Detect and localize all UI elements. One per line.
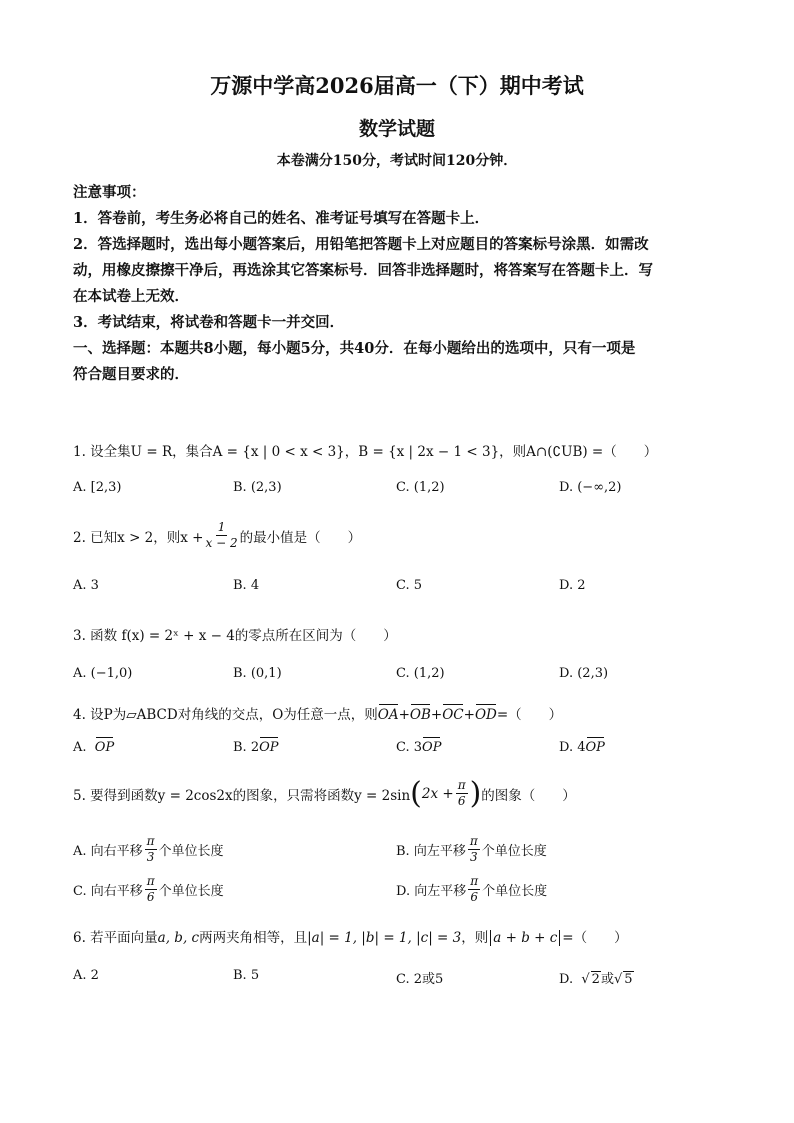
q4-option-d[interactable] [559, 740, 605, 755]
vector-oa: OA [377, 707, 399, 723]
q2-option-a[interactable]: A. 3 [73, 578, 99, 593]
q5-option-d-pre: D. 向左平移 [396, 884, 467, 899]
q4-option-c[interactable] [396, 740, 441, 755]
vector-od: OD [474, 707, 497, 723]
q5-fraction [456, 778, 468, 809]
q3-option-b[interactable]: B. (0,1) [233, 666, 282, 681]
q5-option-a-fraction [145, 834, 157, 865]
q6-expression: a + b + c [490, 930, 560, 946]
section-1-line-1: 一、选择题：本题共8小题，每小题5分，共40分．在每小题给出的选项中，只有一项是 [73, 340, 636, 357]
q4-stem-pre: 4. 设P为▱ABCD对角线的交点，O为任意一点，则 [73, 707, 378, 723]
q5-option-b-pre: B. 向左平移 [396, 844, 466, 859]
note-2-line-3: 在本试卷上无效． [73, 288, 189, 305]
question-1-stem: 1. 设全集U = R，集合A = {x | 0 < x < 3}，B = {x | 2x − 1 < 3}，则A∩(∁UB) =（ ） [73, 444, 658, 460]
q6-option-a[interactable]: A. 2 [73, 968, 99, 983]
q5-fraction-den: 6 [457, 794, 466, 808]
q5-left-paren: ( [410, 775, 422, 811]
q5-right-paren: ) [469, 775, 482, 811]
section-1-line-2: 符合题目要求的． [73, 366, 189, 383]
q5-option-c-den: 6 [146, 890, 155, 904]
question-4-stem: 4. 设P为▱ABCD对角线的交点，O为任意一点，则OA+OB+OC+OD=（ ） [73, 707, 563, 723]
q5-option-b-num: π [469, 834, 478, 848]
q5-option-c-post: 个单位长度 [158, 884, 224, 899]
q5-option-b-den: 3 [469, 850, 478, 864]
q5-option-b-post: 个单位长度 [481, 844, 547, 859]
q2-stem-pre: 2. 已知x > 2，则x + [73, 529, 204, 546]
q5-option-a-pre: A. 向右平移 [73, 844, 143, 859]
q4-option-a-vector: OP [94, 740, 115, 755]
notes-heading: 注意事项： [73, 184, 146, 201]
q3-option-c[interactable]: C. (1,2) [396, 666, 445, 681]
q5-option-d[interactable] [396, 874, 716, 905]
q5-option-b[interactable] [396, 834, 716, 865]
q5-option-a[interactable] [73, 834, 393, 865]
exam-info: 本卷满分150分，考试时间120分钟． [276, 153, 518, 169]
q6-stem-post: =（ ） [562, 930, 628, 946]
q5-option-a-post: 个单位长度 [158, 844, 224, 859]
question-2-stem [73, 520, 733, 551]
question-6-stem [73, 926, 733, 946]
q6-option-d[interactable]: D. √ 2或√ 5 [559, 972, 633, 987]
q5-option-c-num: π [146, 874, 155, 888]
q6-vectors: a, b, c [157, 930, 200, 946]
q2-option-d[interactable]: D. 2 [559, 578, 586, 593]
q6-stem-mid: 两两夹角相等，且 [199, 930, 308, 946]
q4-stem-post: =（ ） [496, 707, 563, 723]
q4-option-b-vector: OP [259, 740, 279, 755]
note-2-line-1: 2．答选择题时，选出每小题答案后，用铅笔把答题卡上对应题目的答案标号涂黑．如需改 [73, 236, 649, 253]
q2-fraction-den: x − 2 [205, 536, 238, 550]
note-2-line-2: 动，用橡皮擦擦干净后，再选涂其它答案标号．回答非选择题时，将答案写在答题卡上．写 [73, 262, 653, 279]
q5-option-d-num: π [470, 874, 479, 888]
q6-stem-ask: ，则 [461, 930, 489, 946]
q2-stem-post: 的最小值是（ ） [239, 529, 362, 546]
q6-condition: |a| = 1, |b| = 1, |c| = 3 [307, 930, 462, 946]
q4-option-d-vector: OP [585, 740, 605, 755]
subject-title: 数学试题 [358, 118, 435, 140]
q6-option-d-label: D. [559, 972, 574, 987]
q1-option-d[interactable]: D. (−∞,2) [559, 480, 622, 495]
q6-stem-pre: 6. 若平面向量 [73, 930, 158, 946]
q5-option-b-fraction [468, 834, 480, 865]
q6-option-d-root-2: 5 [624, 972, 633, 987]
exam-title: 万源中学高2026届高一（下）期中考试 [210, 73, 584, 98]
q6-option-d-or: 或 [600, 972, 614, 987]
q6-option-b[interactable]: B. 5 [233, 968, 260, 983]
q5-option-a-num: π [146, 834, 155, 848]
q2-fraction [206, 520, 238, 551]
q2-option-c[interactable]: C. 5 [396, 578, 423, 593]
q5-fraction-num: π [457, 778, 466, 792]
q5-option-d-fraction [468, 874, 480, 905]
q5-stem-pre: 5. 要得到函数y = 2cos2x的图象，只需将函数y = 2sin [73, 787, 411, 804]
q1-option-a[interactable]: A. [2,3) [73, 480, 122, 495]
q5-option-c[interactable] [73, 874, 393, 905]
q3-option-a[interactable]: A. (−1,0) [73, 666, 133, 681]
question-5-stem [73, 775, 733, 811]
q5-inner: 2x + [421, 785, 454, 802]
q4-option-d-label: D. 4 [559, 740, 586, 755]
q4-option-b[interactable] [233, 740, 279, 755]
note-1: 1．答卷前，考生务必将自己的姓名、准考证号填写在答题卡上． [73, 210, 490, 227]
q4-option-a[interactable] [73, 740, 114, 755]
vector-oc: OC [442, 707, 464, 723]
q4-option-c-vector: OP [422, 740, 442, 755]
q4-option-a-label: A. [73, 740, 87, 755]
question-3-stem: 3. 函数 f(x) = 2ˣ + x − 4的零点所在区间为（ ） [73, 628, 397, 644]
q4-option-c-label: C. 3 [396, 740, 423, 755]
q5-option-d-post: 个单位长度 [482, 884, 548, 899]
q5-stem-post: 的图象（ ） [481, 787, 576, 804]
q3-option-d[interactable]: D. (2,3) [559, 666, 609, 681]
vector-ob: OB [409, 707, 431, 723]
q1-option-c[interactable]: C. (1,2) [396, 480, 445, 495]
q5-option-c-pre: C. 向右平移 [73, 884, 143, 899]
note-3: 3．考试结束，将试卷和答题卡一并交回． [73, 314, 345, 331]
q2-fraction-num: 1 [217, 520, 226, 534]
q2-option-b[interactable]: B. 4 [233, 578, 260, 593]
q1-option-b[interactable]: B. (2,3) [233, 480, 282, 495]
notes-block [73, 180, 723, 388]
q5-option-a-den: 3 [146, 850, 155, 864]
q4-option-b-label: B. 2 [233, 740, 260, 755]
q5-option-c-fraction [145, 874, 157, 905]
q6-option-c[interactable]: C. 2或5 [396, 972, 444, 987]
q6-option-d-root-1: 2 [591, 972, 600, 987]
q5-option-d-den: 6 [470, 890, 478, 904]
